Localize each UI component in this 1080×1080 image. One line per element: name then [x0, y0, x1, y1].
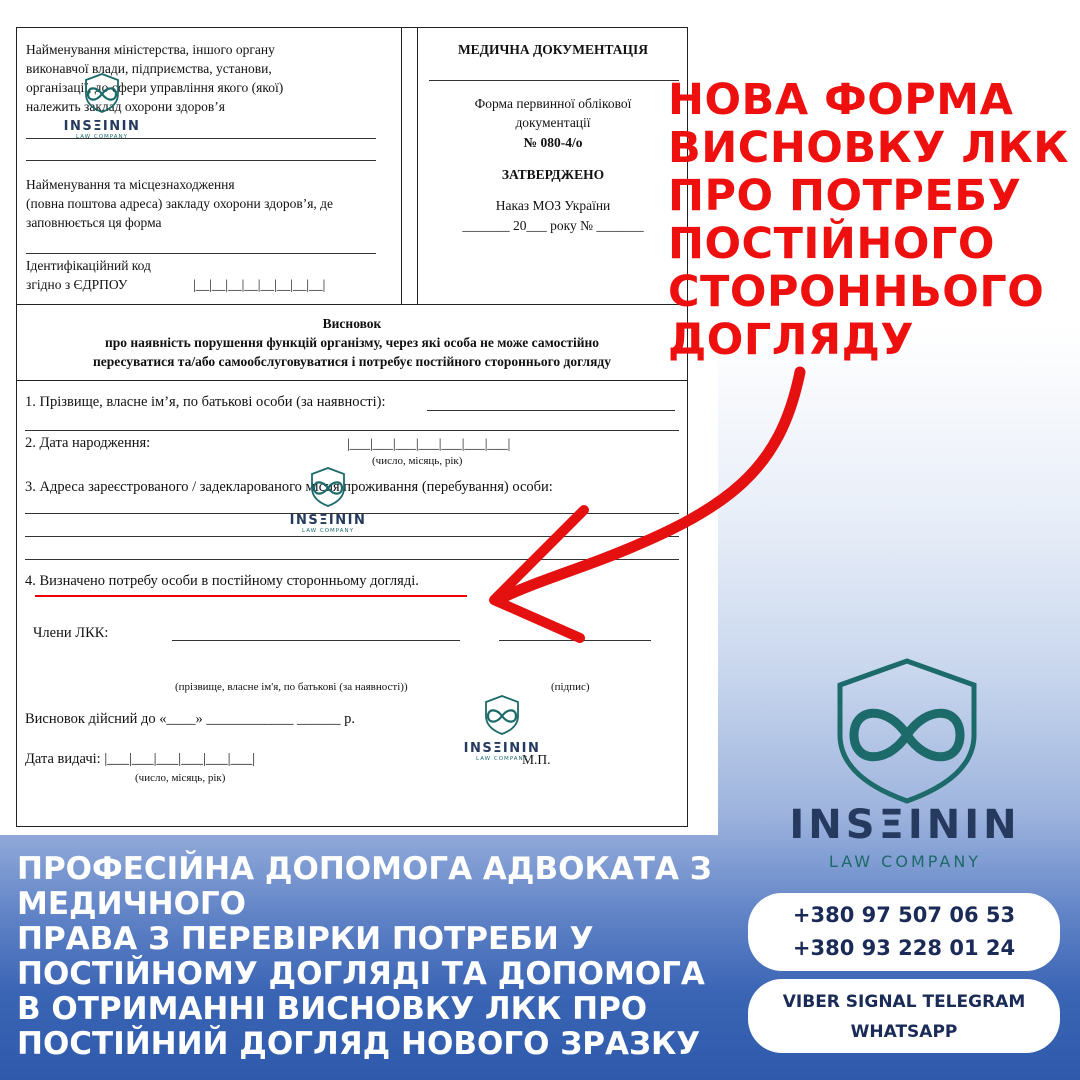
order-date: _______ 20___ року № _______ — [462, 218, 644, 233]
item-2-label: 2. Дата народження: — [25, 435, 151, 451]
members-sign-hint: (підпис) — [551, 681, 590, 693]
birth-date-boxes[interactable]: |___|___|___|___|___|___|___| — [347, 436, 511, 451]
brand-name: INSΞININ — [789, 802, 1021, 848]
members-name-line[interactable] — [172, 640, 460, 641]
watermark-logo-3: INSΞININ LAW COMPANY — [447, 694, 557, 762]
infinity-shield-icon — [82, 72, 122, 114]
item-3-label: 3. Адреса зареєстрованого / задекларованого місця проживання (перебування) особи: — [25, 479, 553, 495]
phone-1[interactable]: +380 97 507 06 53 — [792, 903, 1016, 927]
address-label: Найменування та місцезнаходження (повна поштова адреса) закладу охорони здоров’я, де заповнюється ця форма — [26, 177, 334, 230]
conclusion-heading: Висновок — [322, 316, 382, 331]
org-line-2 — [26, 160, 376, 161]
order-label: Наказ МОЗ України — [495, 198, 611, 213]
phone-2[interactable]: +380 93 228 01 24 — [792, 936, 1016, 960]
medical-documentation-title: МЕДИЧНА ДОКУМЕНТАЦІЯ — [457, 42, 649, 57]
conclusion-subheading: про наявність порушення функцій організму, через які особа не може самостійно пересуватися та/або самообслуговуватися і потребує постійного стороннього догляду — [93, 335, 611, 369]
messengers-pill[interactable]: VIBER SIGNAL TELEGRAM WHATSAPP — [748, 979, 1060, 1053]
form-type: Форма первинної облікової документації — [474, 96, 632, 130]
headline: НОВА ФОРМА ВИСНОВКУ ЛКК ПРО ПОТРЕБУ ПОСТІЙНОГО СТОРОННЬОГО ДОГЛЯДУ — [668, 75, 1069, 365]
members-label: Члени ЛКК: — [33, 625, 109, 641]
phones-pill[interactable] — [748, 893, 1060, 971]
address-line — [26, 253, 376, 254]
stamp-place: М.П. — [522, 752, 551, 767]
item-4-label: 4. Визначено потребу особи в постійному сторонньому догляді. — [25, 573, 419, 589]
header-bottom-border — [17, 304, 687, 305]
org-label: Найменування міністерства, іншого органу виконавчої влади, підприємства, установи, організації, до сфери управління якого (якої) належить заклад охорони здоров’я — [26, 42, 284, 114]
members-name-hint: (прізвище, власне ім'я, по батькові (за наявності)) — [175, 681, 408, 693]
header-divider-right — [417, 28, 418, 304]
infinity-shield-logo-icon — [832, 655, 982, 805]
birth-date-hint: (число, місяць, рік) — [372, 455, 463, 467]
item-4-red-underline — [35, 595, 467, 597]
red-arrow-icon — [480, 360, 820, 650]
item-1-label: 1. Прізвище, власне ім’я, по батькові особи (за наявності): — [25, 394, 386, 410]
approved-label: ЗАТВЕРДЖЕНО — [501, 167, 605, 182]
infinity-shield-icon — [482, 694, 522, 736]
issue-date[interactable]: Дата видачі: |___|___|___|___|___|___| — [25, 751, 256, 767]
infinity-shield-icon — [308, 466, 348, 508]
edrpou-label: Ідентифікаційний код згідно з ЄДРПОУ — [26, 258, 151, 292]
brand-subtitle: LAW COMPANY — [828, 852, 982, 871]
issue-date-hint: (число, місяць, рік) — [135, 772, 226, 784]
header-divider-left — [401, 28, 402, 304]
valid-until[interactable]: Висновок дійсний до «____» ____________ ______ р. — [25, 711, 356, 727]
bottom-service-text: ПРОФЕСІЙНА ДОПОМОГА АДВОКАТА З МЕДИЧНОГО ПРАВА З ПЕРЕВІРКИ ПОТРЕБИ У ПОСТІЙНОМУ ДОГЛЯДІ ТА ДОПОМОГА В ОТРИМАННІ ВИСНОВКУ ЛКК ПРО ПОСТІЙНИЙ ДОГЛЯД НОВОГО ЗРАЗКУ — [17, 851, 712, 1062]
form-number: № 080-4/о — [523, 135, 583, 150]
watermark-logo-2: INSΞININ LAW COMPANY — [273, 466, 383, 534]
edrpou-boxes[interactable]: |__|__|__|__|__|__|__|__| — [193, 277, 326, 292]
watermark-logo-1: INSΞININ LAW COMPANY — [47, 72, 157, 140]
med-doc-line — [429, 80, 679, 81]
